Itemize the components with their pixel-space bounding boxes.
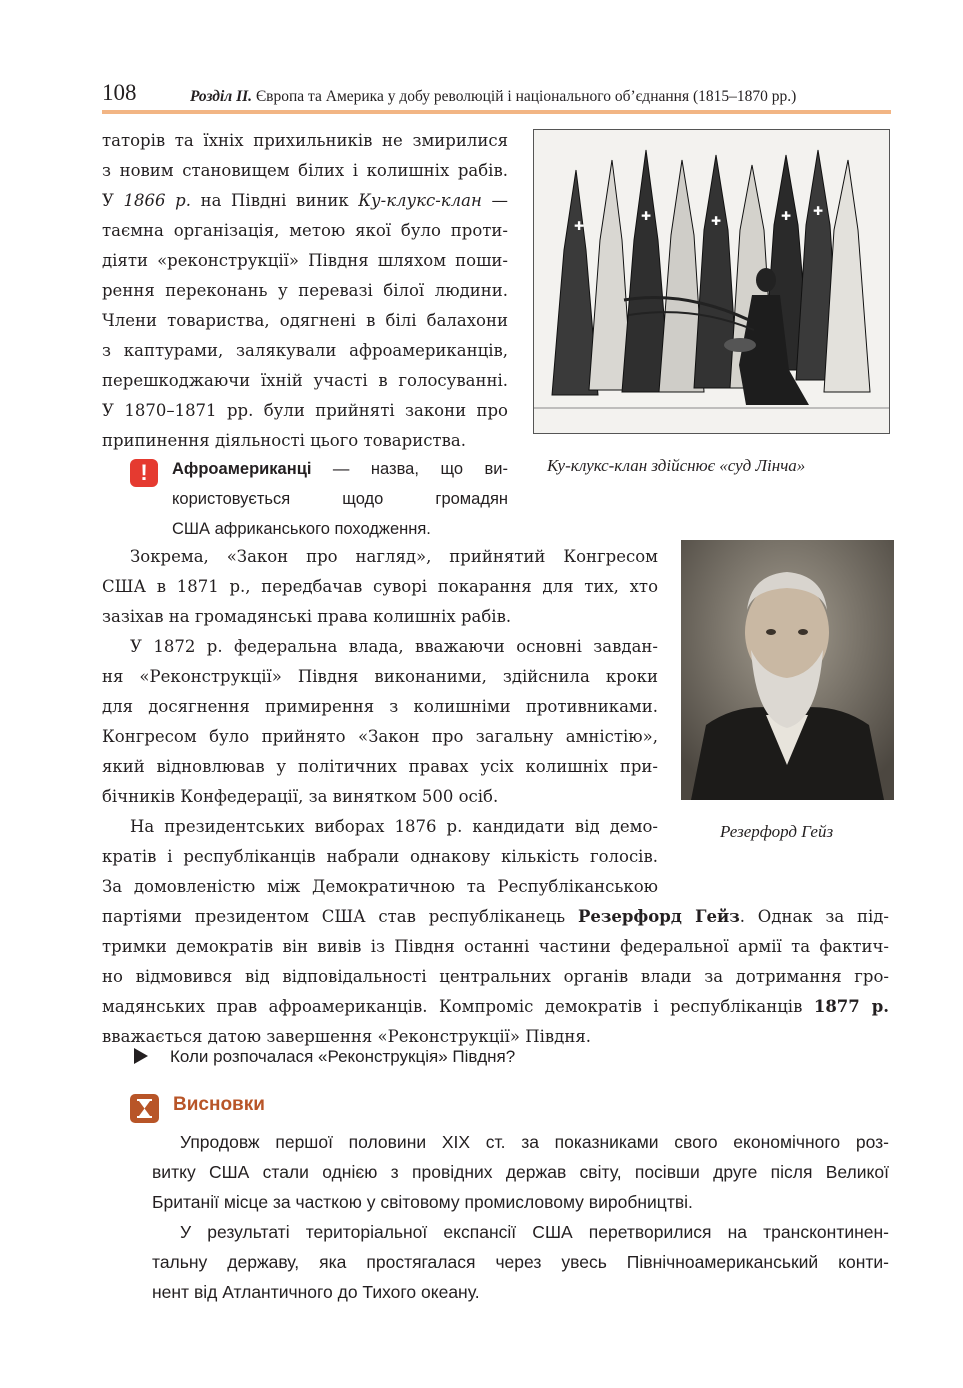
exclamation-icon: ! [130, 459, 158, 487]
definition-line: користовується щодо громадян [172, 490, 508, 508]
text-line: таємна організація, метою якої було проти- [102, 221, 508, 240]
hayes-photo [681, 540, 894, 800]
question-text: Коли розпочалася «Реконструкція» Півдня? [170, 1047, 516, 1066]
kkk-caption: Ку-клукс-клан здійснює «суд Лінча» [547, 456, 806, 475]
conclusions-text [152, 1127, 889, 1307]
text-line: У 1872 р. федеральна влада, вважаючи основні завдан- [130, 637, 658, 656]
text-line: тальну державу, яка простягалася через увесь Північноамериканський конти- [152, 1252, 889, 1272]
hourglass-icon [130, 1094, 159, 1123]
header-rule [102, 110, 891, 114]
text-line: Конгресом було прийнято «Закон про загальну амністію», [102, 727, 658, 746]
text-line: Упродовж першої половини ХІХ ст. за показниками свого економічного роз- [180, 1132, 889, 1152]
text-line: На президентських виборах 1876 р. кандидати від демо- [130, 817, 658, 836]
text-line: кратів і республіканців набрали однакову кількість голосів. [102, 847, 658, 866]
text-line: припинення діяльності цього товариства. [102, 431, 466, 450]
text-line: діяти «реконструкції» Півдня шляхом поши- [102, 251, 508, 270]
definition-box [172, 454, 508, 544]
text-line: для досягнення примирення з колишніми противниками. [102, 697, 658, 716]
svg-text:✚: ✚ [813, 204, 824, 218]
text-line: У 1870–1871 рр. були прийняті закони про [102, 401, 508, 420]
svg-text:✚: ✚ [711, 214, 722, 228]
text-line: нент від Атлантичного до Тихого океану. [152, 1282, 480, 1302]
text-line: Британії місце за часткою у світовому промисловому виробництві. [152, 1192, 693, 1212]
definition-line: США африканського походження. [172, 520, 431, 538]
text-line: таторів та їхніх прихильників не змирилися [102, 131, 508, 150]
text-column-top [102, 126, 508, 456]
term-italic: Ку-клукс-клан [358, 191, 482, 210]
text-line: мадянських прав афроамериканців. Компроміс демократів і республіканців 1877 р. [102, 997, 890, 1016]
text-line: бічників Конфедерації, за винятком 500 осіб. [102, 787, 499, 806]
text-line: За домовленістю між Демократичною та Республіканською [102, 877, 658, 896]
text-line: тримки демократів він вивів із Півдня останні частини федеральної армії та фактич- [102, 937, 889, 956]
text-line: витку США стали однією з провідних держав світу, посівши друге після Великої [152, 1162, 889, 1182]
kkk-photo [533, 129, 890, 434]
bold-year: 1877 р. [813, 997, 890, 1016]
section-title: Європа та Америка у добу революцій і національного об’єднання (1815–1870 рр.) [255, 88, 797, 105]
bold-name: Резерфорд Гейз [577, 907, 740, 926]
triangle-bullet-icon [134, 1048, 148, 1064]
svg-text:✚: ✚ [574, 219, 585, 233]
text-line: У 1866 р. на Півдні виник Ку-клукс-клан — [102, 191, 508, 210]
text-line: вважається датою завершення «Реконструкції» Півдня. [102, 1027, 591, 1046]
text-line: ня «Реконструкції» Півдня виконаними, здійснила кроки [102, 667, 658, 686]
text-line: но відмовився від відповідальності центральних органів влади за дотримання гро- [102, 967, 889, 986]
kkk-engraving [534, 130, 889, 433]
definition-term: Афроамериканці [172, 460, 312, 478]
running-head [190, 88, 796, 106]
text-line: з новим становищем білих і колишніх рабів. [102, 161, 508, 180]
section-label: Розділ ІІ. [190, 88, 253, 105]
conclusions-title: Висновки [173, 1094, 265, 1115]
svg-text:✚: ✚ [641, 209, 652, 223]
text-line: партіями президентом США став республіканець Резерфорд Гейз. Однак за під- [102, 907, 889, 926]
svg-text:✚: ✚ [781, 209, 792, 223]
body-wide [102, 902, 889, 1052]
text-line: з каптурами, залякували афроамериканців, [102, 341, 508, 360]
text-line: Члени товариства, одягнені в білі балахони [102, 311, 508, 330]
body-narrow [102, 542, 658, 902]
text-line: перешкоджаючи їхній участі в голосуванні. [102, 371, 508, 390]
text-line: зазіхав на громадянські права колишніх рабів. [102, 607, 512, 626]
page-number: 108 [102, 80, 137, 105]
text-line: Зокрема, «Закон про нагляд», прийнятий Конгресом [130, 547, 658, 566]
text-line: рення переконань у перевазі білої людини. [102, 281, 508, 300]
question [134, 1042, 515, 1072]
hayes-portrait [681, 540, 894, 800]
text-line: США в 1871 р., передбачав суворі покарання для тих, хто [102, 577, 658, 596]
text-line: У результаті територіальної експансії США перетворилися на трансконтинен- [180, 1222, 889, 1242]
text-line: який відновлював у політичних правах усіх колишніх при- [102, 757, 658, 776]
definition-line: Афроамериканці — назва, що ви- [172, 460, 508, 478]
hayes-caption: Резерфорд Гейз [720, 822, 834, 841]
year-italic: 1866 р. [123, 191, 191, 210]
